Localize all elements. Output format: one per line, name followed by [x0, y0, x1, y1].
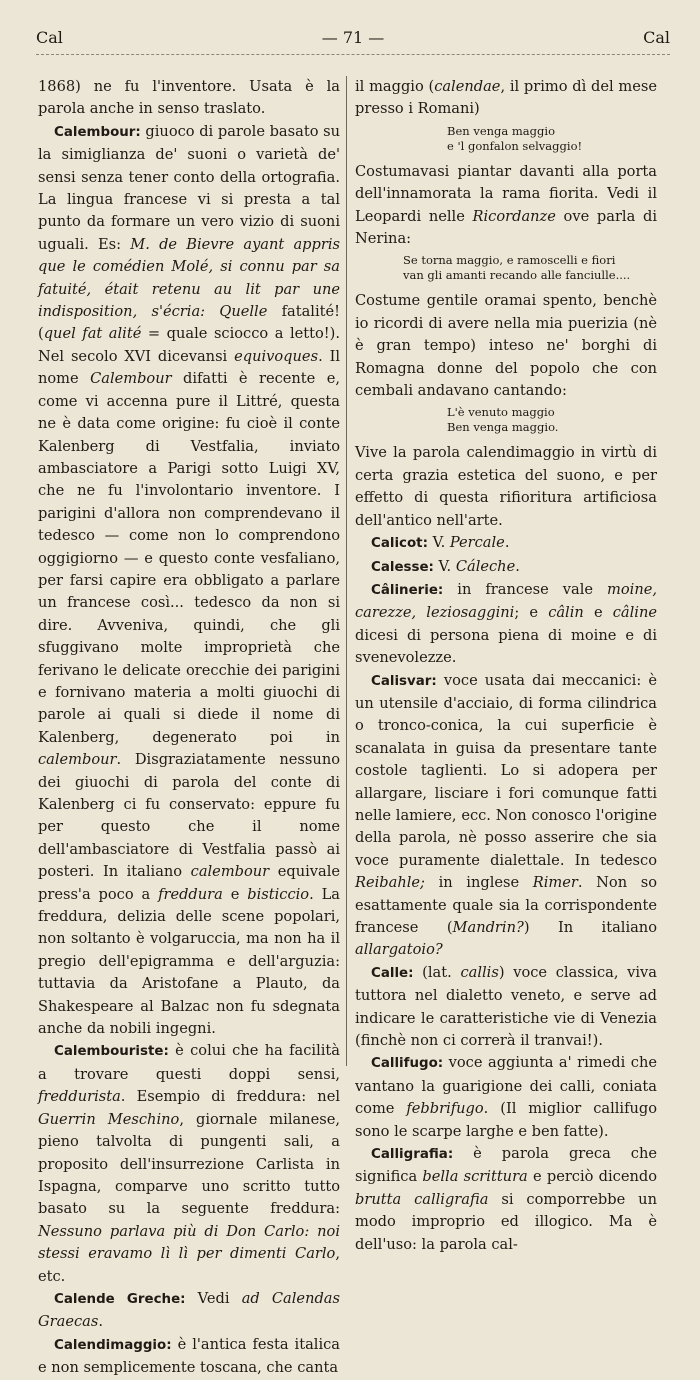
entry-italic: callis	[460, 963, 499, 981]
entry-text: ; e	[514, 604, 549, 622]
entry-text: il maggio (	[355, 78, 435, 95]
headword-calinerie: Câlinerie:	[371, 582, 444, 598]
page-header	[36, 28, 670, 52]
header-rule	[36, 54, 670, 55]
entry-text: difatti è recente e, come vi accenna pure il Littré, questa ne è data come origine: fu cioè il conte Kalenberg di Vestfalia, inviato ambasciatore a Parigi sotto Luigi XV, che ne fu l'involontario inventore. I parigini d'allora non comprendevano il tedesco — come non lo comprendono oggigiorno — e questo conte vesfaliano, per farsi capire era obbligato a parlare un francese così... tedesco da non si dire. Avveniva, quindi, che gli sfuggivano molte improprietà che ferivano le delicate orecchie dei parigini e fornivano materia a molti giuochi di parole ai quali si diede il nome di Kalenberg, degenerato poi in	[38, 370, 340, 746]
verse-quote	[355, 405, 657, 435]
entry-italic: freddurista	[38, 1088, 121, 1106]
entry-text: ) In italiano	[523, 919, 657, 936]
entry-text: dicesi di persona piena di moine e di svenevolezze.	[355, 626, 657, 667]
entry-text: , etc.	[38, 1245, 340, 1285]
entry-calendimaggio	[38, 1334, 340, 1380]
entry-text: è parola greca che significa	[355, 1145, 657, 1186]
entry-text: in inglese	[424, 874, 533, 892]
entry-text: giuoco di parole basato su la simiglianza de' suoni o varietà de' sensi senza tener conto della ortografia. La lingua francese vi si presta a tal punto da formare un vero vizio di suoni uguali. Es:	[38, 122, 341, 253]
entry-calinerie	[355, 579, 657, 670]
entry-text: in francese vale	[443, 580, 608, 598]
entry-italic: Guerrin Meschino	[38, 1110, 180, 1128]
verse-line: L'è venuto maggio	[447, 405, 555, 420]
entry-calembour	[38, 121, 340, 1041]
entry-italic: febbrifugo	[406, 1100, 484, 1118]
entry-text: .	[515, 557, 520, 575]
entry-text: . La freddura, delizia delle scene popolari, non soltanto è volgaruccia, ma non ha il pregio dell'epigramma e dell'arguzia: tuttavia da Aristofane a Plauto, da Shakespeare al Balzac non fu sdegnata anche da nobili ingegni.	[38, 885, 340, 1038]
entry-italic: allargatoio?	[355, 941, 443, 959]
entry-text: è l'antica festa italica e non semplicemente toscana, che canta	[38, 1335, 340, 1377]
entry-text: voce usata dai meccanici: è un utensile d'acciaio, di forma cilindrica o tronco-conica, la cui superficie è scanalata in guisa da presentare tante costole taglienti. Lo si adopera per allargare, lisciare i fori comunque fatti nelle lamiere, ecc. Non conosco l'origine della parola, nè posso asserire che sia voce puramente dialettale. In tedesco	[355, 671, 657, 869]
entry-italic: Nessuno parlava più di Don Carlo: noi stessi eravamo lì lì per dimenti Carlo	[38, 1222, 340, 1263]
entry-italic: Rimer	[532, 874, 578, 892]
verse-line: Ben venga maggio	[447, 123, 555, 138]
headword-calisvar: Calisvar:	[371, 673, 437, 689]
entry-calle	[355, 962, 657, 1053]
entry-text: si comporrebbe un modo improprio ed illogico. Ma è dell'uso: la parola cal-	[355, 1190, 657, 1253]
entry-text: e	[583, 604, 613, 622]
entry-italic: bella scrittura	[422, 1168, 528, 1186]
column-divider	[346, 76, 347, 1066]
left-column	[38, 76, 340, 1380]
entry-text: = quale sciocco a letto!). Nel secolo XVI dicevansi	[38, 325, 340, 365]
verse-line: Ben venga maggio.	[447, 420, 559, 435]
entry-text: , il primo dì del mese presso i Romani)	[355, 78, 657, 118]
paragraph: Vive la parola calendimaggio in virtù di certa grazia estetica del suono, e per effetto di questa rifioritura artificiosa dell'antico nell'arte.	[355, 444, 657, 529]
entry-italic: calembour	[190, 863, 270, 881]
verse-quote	[355, 124, 657, 154]
entry-italic: calendae	[434, 78, 501, 95]
entry-text: voce aggiunta a' rimedi che vantano la guarigione dei calli, coniata come	[355, 1054, 657, 1118]
entry-text: equivale press'a poco a	[38, 863, 341, 903]
entry-text: ove parla di Nerina:	[355, 207, 657, 248]
verse-line: e 'l gonfalon selvaggio!	[447, 138, 583, 153]
entry-italic: bisticcio	[247, 885, 310, 903]
entry-text: .	[504, 534, 510, 552]
headword-calembour: Calembour:	[54, 124, 141, 140]
entry-text: V.	[427, 534, 450, 552]
entry-italic: ad Calendas Graecas	[38, 1289, 340, 1331]
entry-italic: M. de Bievre ayant appris que le comédien Molé, si connu par sa fatuité, était retenu au lit par une indisposition, s'écria: Quelle	[38, 235, 340, 321]
entry-italic: brutta calligrafia	[355, 1190, 489, 1208]
entry-text: . (Il miglior callifugo sono le scarpe larghe e ben fatte).	[355, 1100, 657, 1140]
entry-italic: Calembour	[90, 370, 172, 388]
entry-italic: equivoques	[234, 347, 319, 365]
entry-callifugo	[355, 1052, 657, 1143]
headword-calligrafia: Calligrafia:	[371, 1147, 454, 1163]
entry-calicot	[355, 532, 657, 555]
entry-text: . Disgraziatamente nessuno dei giuochi di parola del conte di Kalenberg ci fu conservato: eppure fu per questo che il nome dell'ambasciatore di Vestfalia passò ai posteri. In italiano	[38, 751, 340, 881]
headword-callifugo: Callifugo:	[371, 1056, 444, 1072]
entry-text: e perciò dicendo	[527, 1168, 658, 1186]
entry-italic: moine, carezze, leziosaggini	[355, 580, 657, 622]
entry-italic: Percale	[449, 534, 505, 552]
entry-text: e	[222, 885, 248, 903]
verse-quote	[355, 253, 657, 283]
entry-text: fatalité! (	[38, 303, 341, 343]
paragraph	[355, 161, 657, 251]
entry-text: Vedi	[185, 1289, 242, 1307]
entry-italic: freddura	[158, 885, 223, 903]
entry-text: , giornale milanese, pieno talvolta di pungenti sali, a proposito dell'insurrezione Carlista in Ispagna, comparve uno scritto tutto basato su la seguente freddura:	[38, 1110, 340, 1218]
headword-calende-greche: Calende Greche:	[54, 1291, 186, 1307]
headword-calesse: Calesse:	[371, 559, 434, 575]
entry-italic: câline	[612, 604, 657, 622]
entry-text: ) voce classica, viva tuttora nel dialetto veneto, e serve ad indicare le caratteristiche vie di Venezia (finchè non ci correrà il tranvai!).	[355, 963, 658, 1050]
headword-calendimaggio: Calendimaggio:	[54, 1337, 172, 1353]
entry-text: (lat.	[413, 963, 461, 981]
verse-line: van gli amanti recando alle fanciulle....	[403, 268, 631, 283]
entry-italic: calembour	[38, 751, 117, 769]
entry-calembouriste	[38, 1040, 340, 1287]
headword-calle: Calle:	[371, 965, 414, 981]
entry-text: V.	[433, 557, 456, 575]
entry-text: . Esempio di freddura: nel	[120, 1088, 340, 1106]
entry-calesse	[355, 556, 657, 579]
header-left-guideword: Cal	[36, 28, 63, 47]
header-right-guideword: Cal	[643, 28, 670, 47]
entry-italic: Mandrin?	[452, 919, 524, 936]
headword-calembouriste: Calembouriste:	[54, 1044, 169, 1060]
continued-paragraph: 1868) ne fu l'inventore. Usata è la parola anche in senso traslato.	[38, 78, 340, 118]
verse-line: Se torna maggio, e ramoscelli e fiori	[403, 253, 616, 268]
entry-calende-greche	[38, 1288, 340, 1334]
entry-italic: Ricordanze	[472, 207, 556, 225]
entry-calisvar	[355, 670, 657, 962]
continued-paragraph	[355, 76, 657, 121]
entry-text: .	[98, 1313, 103, 1331]
page-number: — 71 —	[321, 28, 385, 47]
entry-text: . Il nome	[38, 347, 341, 388]
entry-italic: quel fat alité	[43, 325, 142, 343]
entry-text: è colui che ha facilità a trovare questi doppi sensi,	[38, 1042, 340, 1083]
entry-italic: Cáleche	[455, 557, 516, 575]
right-column	[355, 76, 657, 1256]
entry-italic: Reibahle;	[355, 874, 425, 892]
entry-calligrafia	[355, 1143, 657, 1256]
paragraph: Costume gentile oramai spento, benchè io ricordi di avere nella mia puerizia (nè è gran tempo) inteso ne' borghi di Romagna donne del popolo che con cembali andavano cantando:	[355, 292, 657, 400]
entry-text: Costumavasi piantar davanti alla porta dell'innamorata la rama fiorita. Vedi il Leopardi nelle	[355, 162, 657, 225]
entry-italic: câlin	[548, 604, 584, 622]
entry-text: . Non so esattamente quale sia la corrispondente francese (	[355, 874, 657, 936]
headword-calicot: Calicot:	[371, 536, 428, 552]
